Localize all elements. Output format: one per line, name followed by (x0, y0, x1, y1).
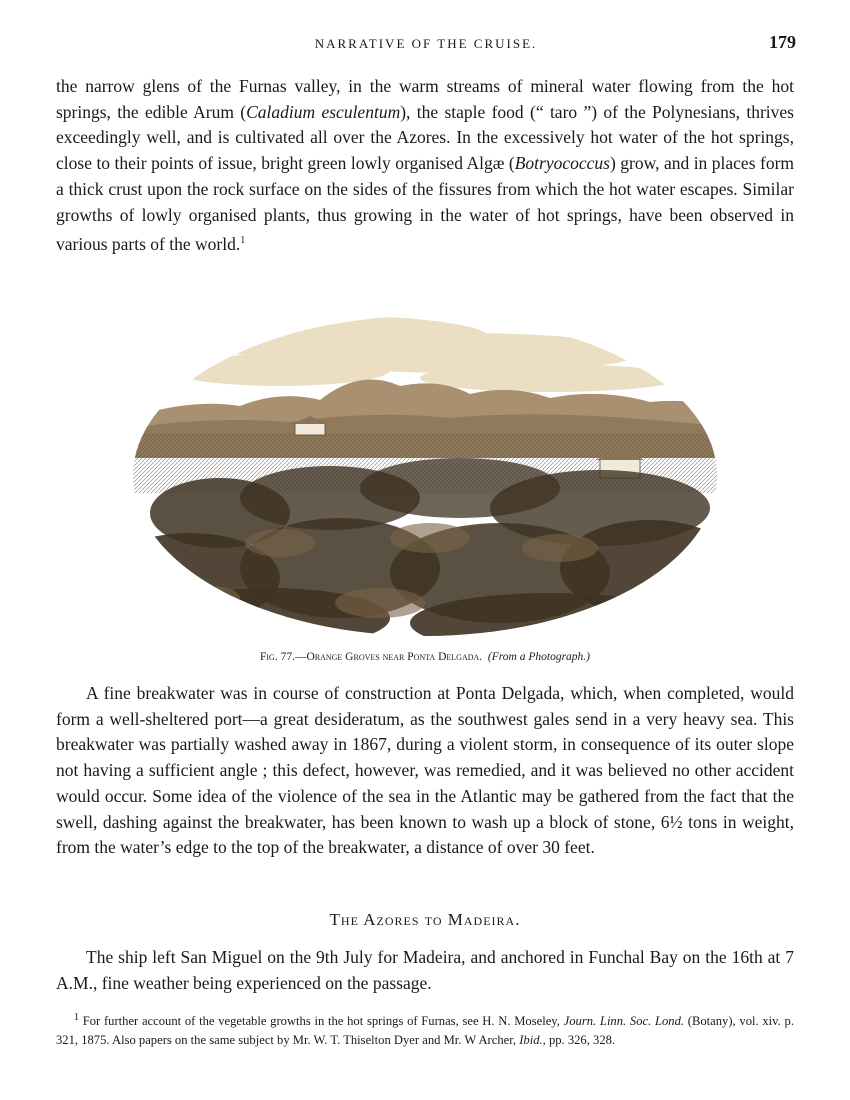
paragraph-breakwater: A fine breakwater was in course of construction at Ponta Delgada, which, when completed, would form a well-sheltered port—a great desideratum, as the southwest gales send in a very heavy sea. This breakwater was partially washed away in 1867, during a violent storm, in consequence of its outer slope not having a sufficient angle ; this defect, however, was remedied, and it was believed no other accident would occur. Some idea of the violence of the sea in the Atlantic may be gathered from the fact that the swell, dashing against the breakwater, has been known to wash up a block of stone, 6½ tons in weight, from the water’s edge to the top of the breakwater, a distance of over 30 feet. (56, 683, 794, 858)
species-name: Caladium esculentum (246, 101, 401, 122)
page-number: 179 (769, 32, 796, 52)
paragraph-hot-springs: the narrow glens of the Furnas valley, in the warm streams of mineral water flowing from the hot springs, the edible Arum (Caladium esculentum), the staple food (“ taro ”) of the Polynesians, thrives exceedingly well, and is cultivated all over the Azores. In the excessively hot water of the hot springs, close to their points of issue, bright green lowly organised Algæ (Botryococcus) grow, and in places form a thick crust upon the rock surface on the sides of the fissures from which the hot water escapes. Similar growths of lowly organised plants, thus growing in the water of hot springs, have been observed in various parts of the world.$^1$ (56, 76, 795, 255)
running-head: NARRATIVE OF THE CRUISE. (314, 36, 538, 51)
footnote-marker: 1 (74, 1012, 79, 1023)
caption-source: (From a Photograph.) (487, 651, 591, 663)
page-header (56, 32, 796, 56)
sky-clouds (170, 316, 680, 392)
section-heading: The Azores to Madeira. (329, 910, 521, 929)
genus-name: Botryococcus (514, 153, 610, 174)
caption-text: Fig. 77.—Orange Groves near Ponta Delgada. (259, 651, 483, 663)
orange-groves-illustration (130, 298, 720, 640)
figure-orange-groves (130, 298, 720, 640)
paragraph-passage: The ship left San Miguel on the 9th July for Madeira, and anchored in Funchal Bay on the 16th at 7 A.M., fine weather being experienced on the passage. (56, 947, 794, 993)
footnote: $^1$ For further account of the vegetable growths in the hot springs of Furnas, see H. N. Moseley, Journ. Linn. Soc. Lond. (Botany), vol. xiv. p. 321, 1875. Also papers on the same subject by Mr. W. T. Thiselton Dyer and Mr. W Archer, Ibid., pp. 326, 328. (56, 1012, 794, 1048)
figure-caption (56, 651, 794, 663)
footnote-ref: 1 (240, 235, 246, 247)
